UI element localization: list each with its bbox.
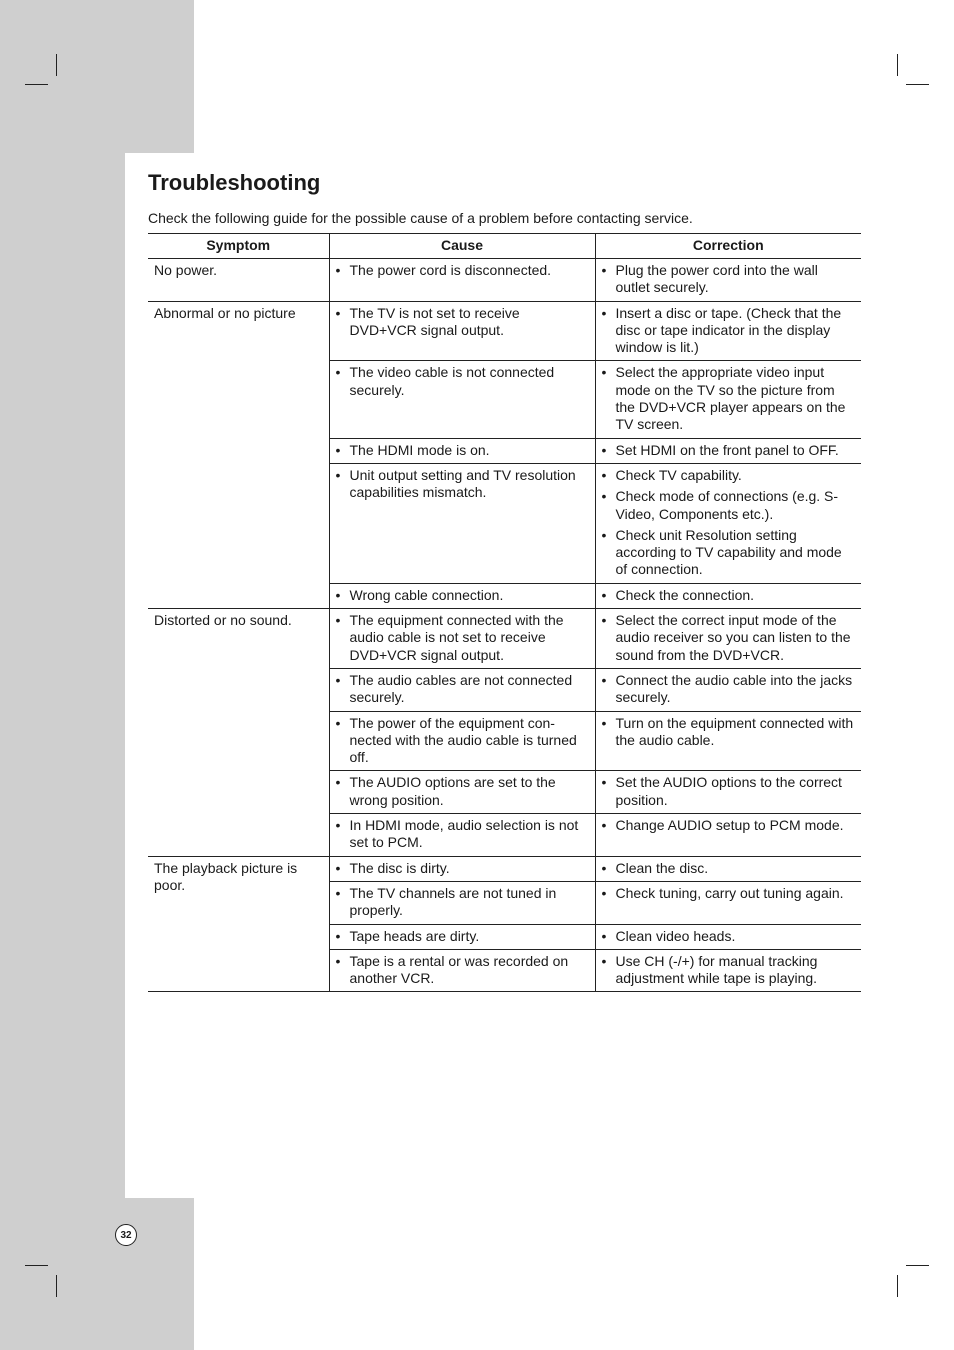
bullet-text: Check unit Resolution setting according to TV capability and mode of connection.	[615, 526, 842, 578]
bullet-item	[602, 262, 856, 297]
bullet-text: Clean video heads.	[615, 927, 736, 944]
troubleshooting-table	[148, 233, 861, 992]
cause-cell	[329, 814, 595, 857]
bullet-icon: •	[601, 817, 607, 834]
correction-cell	[595, 814, 861, 857]
bullet-item	[336, 953, 589, 988]
page-title: Troubleshooting	[148, 170, 321, 195]
bullet-icon: •	[335, 612, 341, 629]
bullet-item	[336, 305, 589, 340]
bullet-icon: •	[601, 488, 607, 505]
bullet-icon: •	[335, 364, 341, 381]
bullet-item	[336, 262, 589, 279]
bullet-icon: •	[601, 671, 607, 688]
bullet-item	[336, 860, 589, 877]
bullet-text: Tape is a rental or was recorded on another VCR.	[349, 952, 569, 987]
table-row	[148, 259, 861, 302]
bullet-item	[336, 774, 589, 809]
symptom-cell: Abnormal or no picture	[148, 301, 329, 608]
bullet-item	[602, 860, 856, 877]
page-number: 32	[115, 1224, 137, 1246]
bullet-text: The equipment connected with the audio cable is not set to receive DVD+VCR signal output.	[349, 612, 564, 663]
bullet-item	[602, 672, 856, 707]
bullet-icon: •	[601, 586, 607, 603]
bullet-text: The video cable is not connected securely.	[349, 364, 555, 398]
cause-cell	[329, 668, 595, 711]
bullet-icon: •	[335, 714, 341, 731]
bullet-icon: •	[335, 262, 341, 278]
crop-mark	[25, 1265, 48, 1266]
symptom-cell: Distorted or no sound.	[148, 609, 329, 857]
table-row	[148, 301, 861, 361]
crop-mark	[906, 84, 929, 85]
bullet-icon: •	[601, 262, 607, 278]
correction-cell	[595, 856, 861, 881]
crop-mark	[56, 1275, 57, 1297]
bullet-text: The power cord is disconnected.	[349, 262, 552, 278]
bullet-icon: •	[335, 774, 341, 791]
bullet-text: The TV is not set to receive DVD+VCR signal output.	[349, 304, 520, 338]
bullet-text: Set the AUDIO options to the correct position.	[615, 774, 842, 808]
bullet-item	[602, 488, 856, 523]
bullet-text: The AUDIO options are set to the wrong position.	[349, 774, 556, 808]
bullet-icon: •	[335, 927, 341, 944]
bullet-icon: •	[601, 526, 607, 543]
cause-cell	[329, 881, 595, 924]
crop-mark	[897, 1275, 898, 1297]
header-cause: Cause	[329, 234, 595, 259]
cause-cell	[329, 259, 595, 302]
bullet-icon: •	[335, 952, 341, 969]
bullet-item	[602, 928, 856, 945]
bullet-text: Set HDMI on the front panel to OFF.	[615, 441, 839, 458]
cause-cell	[329, 771, 595, 814]
header-symptom: Symptom	[148, 234, 329, 259]
bullet-icon: •	[335, 859, 341, 876]
bullet-item	[336, 672, 589, 707]
cause-cell	[329, 463, 595, 583]
bullet-icon: •	[335, 671, 341, 688]
bullet-item	[602, 527, 856, 579]
page-margin-band	[0, 153, 125, 1198]
bullet-icon: •	[335, 466, 341, 483]
correction-cell	[595, 711, 861, 771]
correction-cell	[595, 463, 861, 583]
cause-cell	[329, 711, 595, 771]
bullet-item	[336, 364, 589, 399]
cause-cell	[329, 361, 595, 438]
bullet-item	[602, 364, 856, 433]
cause-cell	[329, 583, 595, 608]
bullet-item	[336, 442, 589, 459]
cause-cell	[329, 438, 595, 463]
bullet-item	[602, 885, 856, 902]
correction-cell	[595, 668, 861, 711]
table-row	[148, 856, 861, 881]
bullet-text: Tape heads are dirty.	[349, 927, 480, 944]
bullet-text: Check the connection.	[615, 586, 755, 603]
bullet-text: Insert a disc or tape. (Check that the disc or tape indicator in the display window is lit.)	[615, 304, 842, 356]
bullet-text: The HDMI mode is on.	[349, 441, 490, 458]
correction-cell	[595, 583, 861, 608]
bullet-text: Connect the audio cable into the jacks securely.	[615, 671, 853, 706]
bullet-icon: •	[335, 586, 341, 603]
correction-cell	[595, 361, 861, 438]
bullet-item	[336, 715, 589, 767]
bullet-item	[602, 467, 856, 484]
bullet-item	[602, 774, 856, 809]
bullet-text: Select the correct input mode of the audio receiver so you can listen to the sound from the DVD+VCR.	[615, 612, 851, 663]
bullet-item	[336, 467, 589, 502]
bullet-icon: •	[601, 364, 607, 381]
cause-cell	[329, 949, 595, 992]
bullet-icon: •	[335, 441, 341, 458]
page-margin-band	[0, 0, 194, 153]
bullet-text: Use CH (-/+) for manual tracking adjustment while tape is playing.	[615, 952, 818, 987]
bullet-item	[602, 587, 856, 604]
bullet-item	[336, 928, 589, 945]
bullet-item	[602, 953, 856, 988]
bullet-text: Wrong cable connection.	[349, 586, 504, 603]
bullet-text: Clean the disc.	[615, 859, 709, 876]
bullet-item	[602, 715, 856, 750]
crop-mark	[25, 84, 48, 85]
bullet-icon: •	[601, 441, 607, 458]
bullet-text: The disc is dirty.	[349, 859, 450, 876]
bullet-icon: •	[601, 884, 607, 901]
bullet-text: Unit output setting and TV resolution capabilities mismatch.	[349, 466, 576, 501]
correction-cell	[595, 949, 861, 992]
bullet-icon: •	[601, 952, 607, 969]
bullet-text: Turn on the equipment connected with the audio cable.	[615, 714, 854, 748]
correction-cell	[595, 881, 861, 924]
cause-cell	[329, 856, 595, 881]
bullet-item	[602, 817, 856, 834]
bullet-text: The audio cables are not connected securely.	[349, 671, 573, 706]
crop-mark	[906, 1265, 929, 1266]
symptom-cell: The playback picture is poor.	[148, 856, 329, 992]
bullet-text: Plug the power cord into the wall outlet securely.	[615, 262, 818, 296]
bullet-item	[336, 587, 589, 604]
correction-cell	[595, 259, 861, 302]
bullet-text: Check TV capability.	[615, 466, 742, 483]
correction-cell	[595, 771, 861, 814]
page-margin-band	[0, 1198, 194, 1350]
intro-text: Check the following guide for the possible cause of a problem before contacting service.	[148, 210, 693, 226]
bullet-text: Check mode of connections (e.g. S-Video, Components etc.).	[615, 488, 839, 522]
symptom-cell: No power.	[148, 259, 329, 302]
bullet-icon: •	[601, 774, 607, 791]
crop-mark	[56, 54, 57, 76]
bullet-text: The TV channels are not tuned in properly.	[349, 884, 557, 919]
bullet-icon: •	[335, 817, 341, 834]
bullet-text: Change AUDIO setup to PCM mode.	[615, 817, 844, 834]
bullet-icon: •	[335, 304, 341, 321]
bullet-item	[336, 885, 589, 920]
bullet-icon: •	[601, 304, 607, 321]
table-row	[148, 609, 861, 669]
bullet-text: In HDMI mode, audio selection is not set to PCM.	[349, 817, 579, 851]
bullet-item	[602, 442, 856, 459]
bullet-item	[336, 612, 589, 664]
bullet-text: Select the appropriate video input mode on the TV so the picture from the DVD+VCR player appears on the TV screen.	[615, 364, 846, 433]
bullet-item	[602, 612, 856, 664]
bullet-icon: •	[601, 612, 607, 629]
bullet-icon: •	[601, 714, 607, 731]
cause-cell	[329, 609, 595, 669]
bullet-item	[336, 817, 589, 852]
table-header-row	[148, 234, 861, 259]
correction-cell	[595, 301, 861, 361]
correction-cell	[595, 609, 861, 669]
bullet-text: Check tuning, carry out tuning again.	[615, 884, 844, 901]
bullet-text: The power of the equipment con-nected with the audio cable is turned off.	[349, 714, 577, 766]
cause-cell	[329, 924, 595, 949]
bullet-item	[602, 305, 856, 357]
cause-cell	[329, 301, 595, 361]
crop-mark	[897, 54, 898, 76]
bullet-icon: •	[335, 884, 341, 901]
header-correction: Correction	[595, 234, 861, 259]
bullet-icon: •	[601, 466, 607, 483]
correction-cell	[595, 924, 861, 949]
bullet-icon: •	[601, 927, 607, 944]
correction-cell	[595, 438, 861, 463]
bullet-icon: •	[601, 859, 607, 876]
